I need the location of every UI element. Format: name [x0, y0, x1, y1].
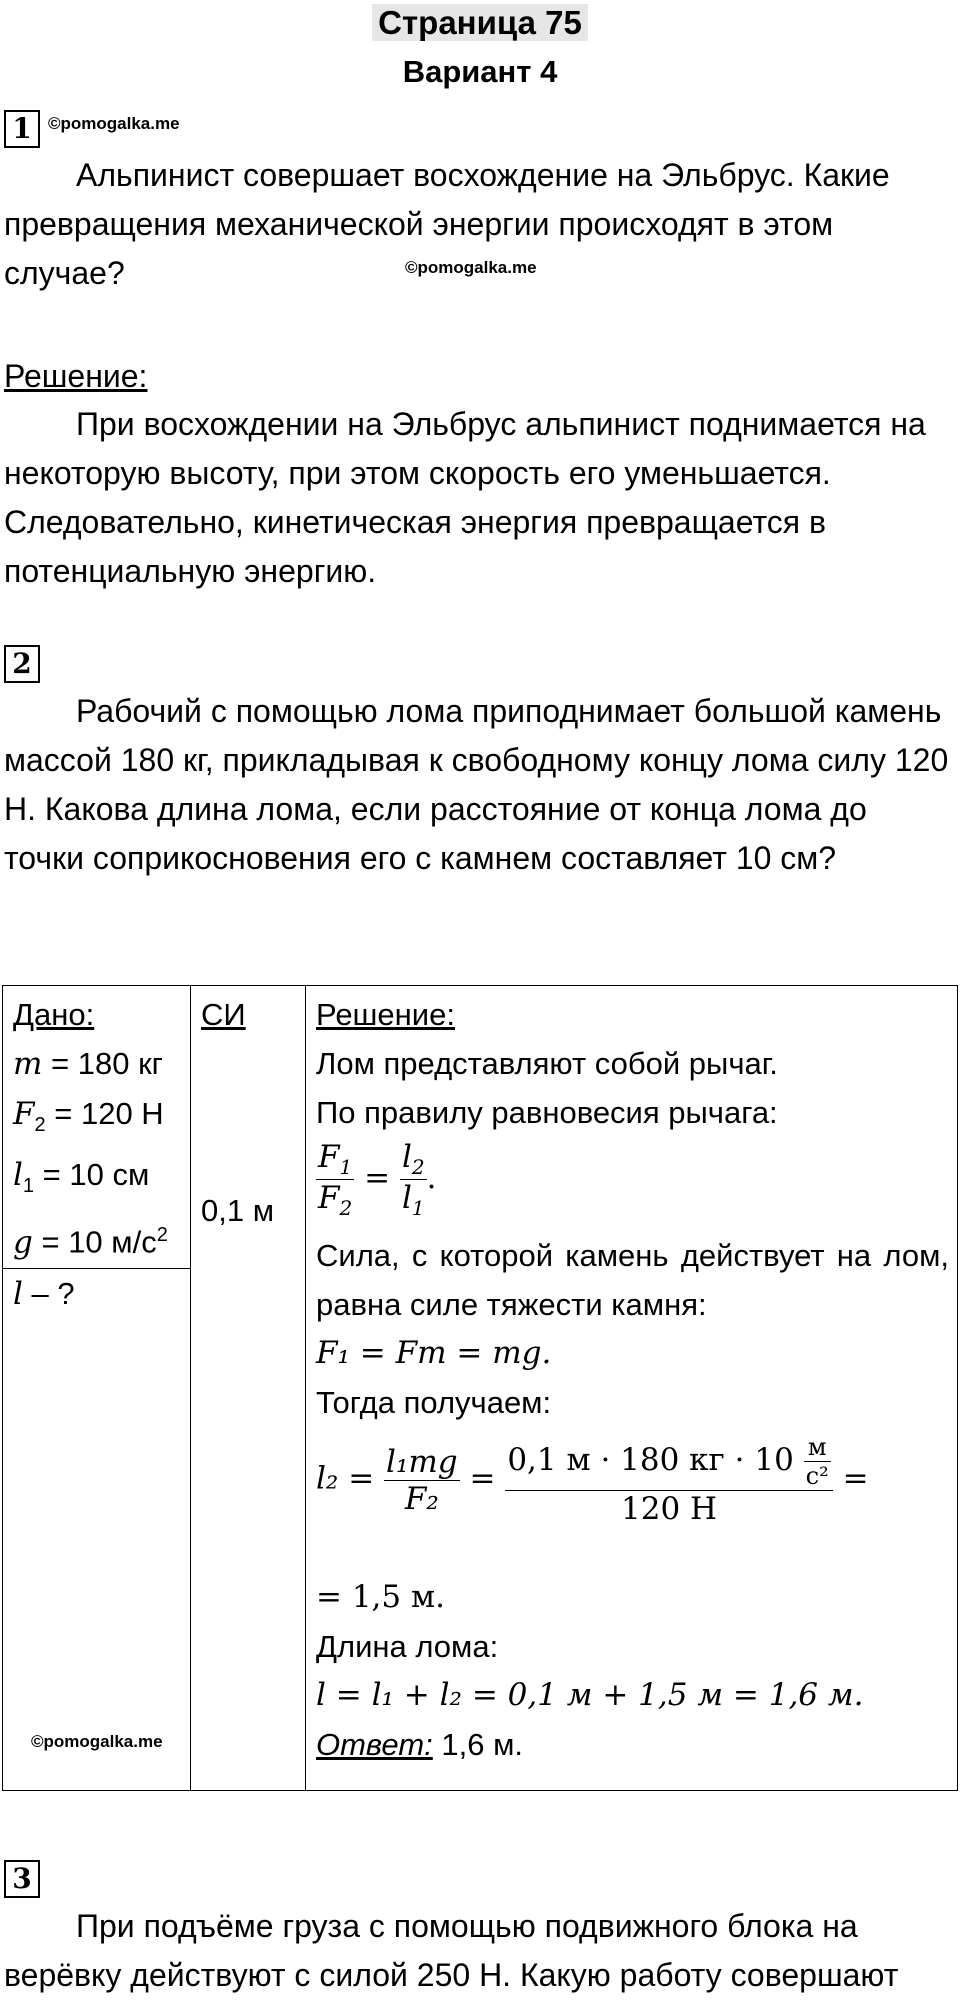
calc-formula: l₂ = $\frac{\text{l₁mg}}{\text{F₂}}$ = 0,1 м · 180 кг · 10 $\frac{м}{\text{с²}}$ 120 Н =: [316, 1433, 869, 1527]
task-2-table: [2, 985, 958, 1791]
find-cell: [3, 1268, 191, 1790]
given-cell: [3, 986, 191, 1269]
task-3-number: 3: [4, 1860, 40, 1898]
solution-line-1: Лом представляют собой рычаг.: [316, 1046, 778, 1081]
task-1-solution: При восхождении на Эльбрус альпинист поднимается на некоторую высоту, при этом скорость его уменьшается. Следовательно, кинетическая энергия превращается в потенциальную энергию.: [4, 406, 926, 589]
watermark: ©pomogalka.me: [405, 258, 537, 277]
find-text: l – ?: [13, 1275, 75, 1312]
task-3-question: При подъёме груза с помощью подвижного блока на верёвку действуют с силой 250 Н. Какую работу совершают: [4, 1908, 899, 1993]
given-gravity: g = 10 $м/с^2$: [13, 1224, 168, 1261]
si-cell: [191, 986, 306, 1791]
ratio-formula: $\frac{F_1}{F_2}$ = $\frac{l_2}{l_1}$ .: [318, 1139, 437, 1221]
given-force: $F_2 = 120$ Н: [13, 1096, 164, 1137]
given-length: $l_1 = 10$ см: [13, 1157, 150, 1198]
si-label: СИ: [201, 997, 246, 1032]
variant-title: Вариант 4: [402, 54, 558, 89]
page-title: [0, 4, 960, 42]
given-label: Дано:: [13, 997, 95, 1032]
task-1-number: 1: [4, 110, 40, 148]
task-2-number: 2: [4, 645, 40, 683]
given-mass: m = 180 кг: [13, 1046, 163, 1082]
solution-line-5: Длина лома:: [316, 1629, 499, 1664]
solution-line-3: Сила, с которой камень действует на лом, равна силе тяжести камня:: [316, 1238, 949, 1322]
watermark: ©pomogalka.me: [48, 114, 180, 133]
solution-line-4: Тогда получаем:: [316, 1385, 552, 1420]
solution-cell: [306, 986, 958, 1791]
gravity-formula: F₁ = Fт = mg.: [316, 1335, 552, 1371]
si-value: 0,1 м: [201, 1193, 275, 1228]
answer-line: Ответ: 1,6 м.: [316, 1727, 524, 1762]
length-formula: l = l₁ + l₂ = 0,1 м + 1,5 м = 1,6 м.: [316, 1677, 864, 1713]
solution-label: Решение:: [316, 997, 455, 1032]
task-2-question: Рабочий с помощью лома приподнимает большой камень массой 180 кг, прикладывая к свободному концу лома силу 120 Н. Какова длина лома, если расстояние от конца лома до точки соприкосновения его с камнем составляет 10 см?: [4, 693, 949, 876]
task-1-question: Альпинист совершает восхождение на Эльбрус. Какие превращения механической энергии происходят в этом случае?: [4, 157, 890, 291]
calc-result: = 1,5 м.: [316, 1579, 445, 1615]
task-1-solution-label: Решение:: [4, 358, 148, 394]
solution-line-2: По правилу равновесия рычага:: [316, 1095, 778, 1130]
watermark: ©pomogalka.me: [31, 1732, 163, 1751]
page-title-text: Страница 75: [372, 4, 588, 41]
